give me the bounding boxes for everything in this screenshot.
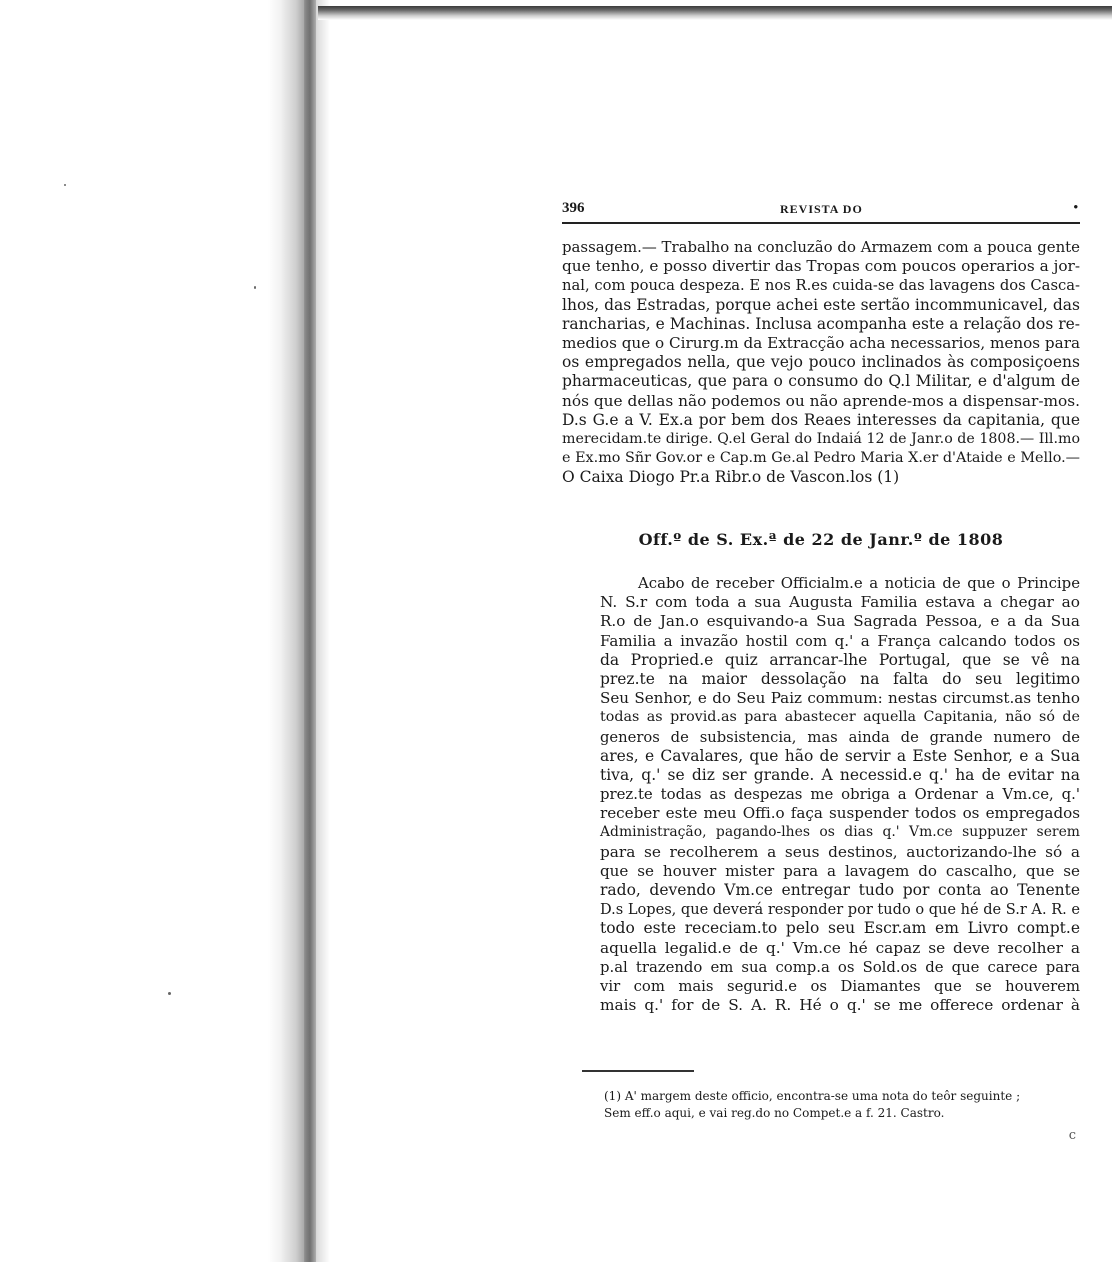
text-line: e Ex.mo Sñr Gov.or e Cap.m Ge.al Pedro Maria X.er d'Ataide e Mello.— bbox=[562, 450, 1080, 467]
text-line: todas as provid.as para abastecer aquella Capitania, não só de bbox=[600, 709, 1080, 726]
text-line: Acabo de receber Officialm.e a noticia de que o Principe bbox=[638, 574, 1080, 592]
text-line: ares, e Cavalares, que hão de servir a Este Senhor, e a Sua bbox=[600, 746, 1080, 765]
section-heading: Off.º de S. Ex.ª de 22 de Janr.º de 1808 bbox=[638, 530, 1004, 549]
text-line: nal, com pouca despeza. E nos R.es cuida-se das lavagens dos Casca- bbox=[562, 277, 1080, 295]
text-line: tiva, q.' se diz ser grande. A necessid.e q.' ha de evitar na bbox=[600, 765, 1080, 784]
corner-mark: c bbox=[1068, 1128, 1076, 1143]
text-line: rancharias, e Machinas. Inclusa acompanha este a relação dos re- bbox=[562, 314, 1080, 333]
text-line: para se recolherem a seus destinos, auctorizando-lhe só a bbox=[600, 842, 1080, 861]
footnote bbox=[604, 1088, 1074, 1122]
header-mark: • bbox=[1073, 199, 1078, 214]
book-page bbox=[562, 200, 1080, 1240]
text-line: que se houver mister para a lavagem do cascalho, que se bbox=[600, 861, 1080, 880]
text-line: Seu Senhor, e do Seu Paiz commum: nestas circumst.as tenho bbox=[600, 689, 1080, 708]
text-line: O Caixa Diogo Pr.a Ribr.o de Vascon.los (1) bbox=[562, 468, 900, 487]
text-line: mais q.' for de S. A. R. Hé o q.' se me offerece ordenar à bbox=[600, 996, 1080, 1015]
text-line: Administração, pagando-lhes os dias q.' Vm.ce suppuzer serem bbox=[600, 824, 1080, 841]
text-line: da Propried.e quiz arrancar-lhe Portugal, que se vê na bbox=[600, 650, 1080, 669]
text-line: D.s Lopes, que deverá responder por tudo o que hé de S.r A. R. e bbox=[600, 901, 1080, 919]
text-line: generos de subsistencia, mas ainda de grande numero de bbox=[600, 728, 1080, 746]
paragraph-letter bbox=[562, 574, 1080, 1015]
scan-speck bbox=[64, 184, 66, 186]
running-header-title: REVISTA DO bbox=[780, 202, 863, 216]
book-binding-gutter bbox=[268, 0, 330, 1262]
text-line: medios que o Cirurg.m da Extracção acha necessarios, menos para bbox=[562, 333, 1080, 352]
scan-speck bbox=[168, 992, 171, 995]
text-line: que tenho, e posso divertir das Tropas com poucos operarios a jor- bbox=[562, 257, 1080, 276]
footnote-rule bbox=[582, 1070, 694, 1072]
text-line: p.al trazendo em sua comp.a os Sold.os de que carece para bbox=[600, 958, 1080, 976]
text-line: R.o de Jan.o esquivando-a Sua Sagrada Pessoa, e a da Sua bbox=[600, 612, 1080, 631]
paragraph-continuation bbox=[562, 238, 1080, 487]
text-line: N. S.r com toda a sua Augusta Familia estava a chegar ao bbox=[600, 593, 1080, 612]
text-line: Familia a invazão hostil com q.' a França calcando todos os bbox=[600, 631, 1080, 650]
text-line: rado, devendo Vm.ce entregar tudo por conta ao Tenente bbox=[600, 881, 1080, 899]
gutter-shadow bbox=[304, 0, 316, 1262]
running-header bbox=[562, 200, 1080, 224]
text-line: todo este receciam.to pelo seu Escr.am em Livro compt.e bbox=[600, 919, 1080, 938]
text-line: D.s G.e a V. Ex.a por bem dos Reaes interesses da capitania, que bbox=[562, 410, 1080, 429]
text-line: aquella legalid.e de q.' Vm.ce hé capaz se deve recolher a bbox=[600, 938, 1080, 957]
text-line: lhos, das Estradas, porque achei este sertão incommunicavel, das bbox=[562, 295, 1080, 314]
footnote-line: (1) A' margem deste officio, encontra-se uma nota do teôr seguinte ; bbox=[604, 1089, 1021, 1103]
scan-speck bbox=[254, 286, 256, 289]
text-line: prez.te todas as despezas me obriga a Ordenar a Vm.ce, q.' bbox=[600, 785, 1080, 804]
footnote-line: Sem eff.o aqui, e vai reg.do no Compet.e a f. 21. Castro. bbox=[604, 1106, 945, 1120]
text-line: vir com mais segurid.e os Diamantes que se houverem bbox=[600, 977, 1080, 995]
text-line: passagem.— Trabalho na concluzão do Armazem com a pouca gente bbox=[562, 238, 1080, 256]
page-top-edge bbox=[318, 6, 1112, 20]
text-line: nós que dellas não podemos ou não aprende-mos a dispensar-mos. bbox=[562, 391, 1080, 410]
text-line: prez.te na maior dessolação na falta do seu legitimo bbox=[600, 669, 1080, 688]
text-line: os empregados nella, que vejo pouco inclinados às composiçoens bbox=[562, 353, 1080, 372]
text-line: pharmaceuticas, que para o consumo do Q.l Militar, e d'algum de bbox=[562, 372, 1080, 391]
text-line: merecidam.te dirige. Q.el Geral do Indaiá 12 de Janr.o de 1808.— Ill.mo bbox=[562, 430, 1080, 447]
text-line: receber este meu Offi.o faça suspender todos os empregados bbox=[600, 804, 1080, 823]
page-number: 396 bbox=[562, 200, 585, 216]
